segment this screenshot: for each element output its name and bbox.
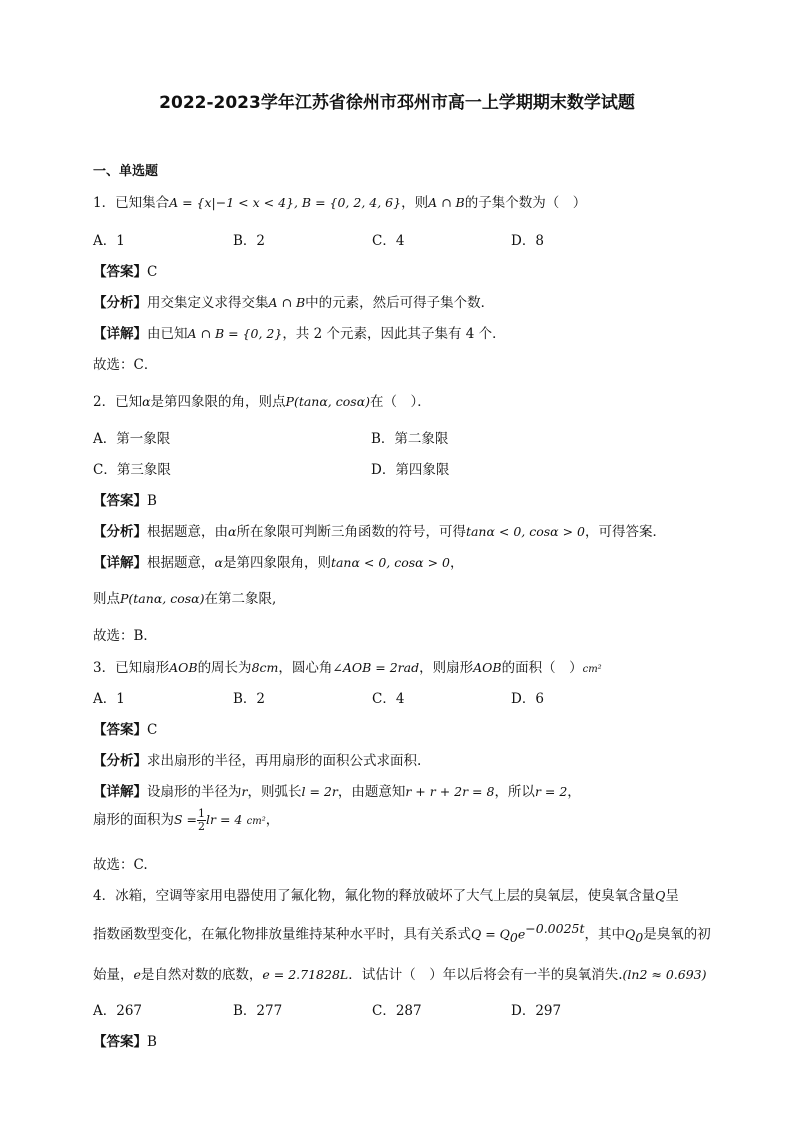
q3-rval: r = 2 [534,784,568,799]
q1-stem-c: 的子集个数为（ ） [464,195,587,211]
q3-angle: ∠AOB = 2rad [332,660,420,675]
q3-detail [93,780,581,800]
q2-alpha: α [142,394,151,409]
q2-stem-a: 2．已知 [93,394,143,410]
q1-analysis-a: 用交集定义求得交集 [147,295,269,311]
q1-stem [93,191,586,211]
q3-area-s: S = [174,812,198,827]
q3-eq: r + r + 2r = 8 [405,784,495,799]
q4-line3-b: 是自然对数的底数， [140,967,263,983]
q4-answer-value: B [147,1034,157,1050]
q1-conclusion: 故选：C． [93,357,158,373]
q2-option-c: C．第三象限 [93,462,171,478]
q3-aob: AOB [169,660,198,675]
q3-detail-e: ， [567,784,581,800]
q2-detail-c: ， [450,555,464,571]
q3-option-c: C．4 [372,691,405,707]
q1-detail-math: A ∩ B = {0, 2} [187,326,283,341]
q3-frac-den: 2 [198,820,206,833]
q4-formula-sub: 0 [509,930,518,946]
q3-frac-num: 1 [198,807,206,820]
q2-option-a: A．第一象限 [93,431,171,447]
q1-stem-b: ，则 [401,195,429,211]
q2-option-d: D．第四象限 [371,462,450,478]
q1-analysis-math: A ∩ B [268,295,306,310]
q4-q0: Q [625,926,636,942]
q3-answer-value: C [147,722,158,738]
q1-option-a: A．1 [93,233,125,249]
q2-line2-b: 在第二象限, [204,591,277,607]
q4-line1-b: 呈 [665,888,679,904]
section-heading: 一、单选题 [93,164,159,179]
q3-stem-e: 的面积（ ） [501,660,583,676]
q3-detail-d: ，所以 [494,784,535,800]
q2-detail-line2 [93,587,276,607]
q4-option-b: B．277 [233,1003,283,1019]
q4-option-a: A．267 [93,1003,143,1019]
q2-analysis-b: 所在象限可判断三角函数的符号，可得 [236,524,466,540]
q2-stem [93,390,431,410]
q2-analysis-math: tanα < 0, cosα > 0 [465,524,585,539]
analysis-tag: 【分析】 [93,295,147,311]
q2-analysis-a: 根据题意，由 [147,524,228,540]
answer-tag: 【答案】 [93,264,147,280]
q1-answer-value: C [147,264,158,280]
q2-answer [93,489,157,509]
q2-option-b: B．第二象限 [371,431,449,447]
q3-stem [93,656,602,676]
q3-unit: cm² [582,664,602,675]
q3-area-math: lr = 4 [206,812,243,827]
q3-fraction [197,808,206,833]
q4-q0-sub: 0 [635,930,644,946]
analysis-tag: 【分析】 [93,524,147,540]
detail-tag: 【详解】 [93,784,147,800]
q3-r: r [241,784,248,799]
q4-line3 [93,963,706,983]
q3-area-unit: cm² [246,816,266,827]
q1-option-c: C．4 [372,233,405,249]
q4-line3-a: 始量， [93,967,134,983]
q4-formula-e: e [517,926,526,942]
q1-analysis [93,291,494,311]
q3-option-a: A．1 [93,691,125,707]
q4-formula-base: Q = Q [471,926,510,942]
detail-tag: 【详解】 [93,555,147,571]
q2-stem-c: 在（ ）． [370,394,431,410]
answer-tag: 【答案】 [93,1034,147,1050]
q4-ln2: (ln2 ≈ 0.693) [622,967,707,982]
q2-analysis [93,520,666,540]
q2-detail [93,551,464,571]
q3-area-b: ， [265,812,280,828]
q1-option-d: D．8 [511,233,544,249]
q3-aob-2: AOB [473,660,502,675]
q4-line1 [93,884,679,904]
q2-analysis-alpha: α [228,524,237,539]
q2-detail-a: 根据题意， [147,555,215,571]
q4-option-c: C．287 [372,1003,422,1019]
q3-perimeter: 8cm [251,660,279,675]
q4-line2-c: 是臭氧的初 [643,926,711,943]
q4-line2-b: ，其中 [584,926,626,943]
q1-sets: A = {x|−1 < x < 4}, B = {0, 2, 4, 6} [169,195,402,210]
q2-answer-value: B [147,493,157,509]
q3-conclusion: 故选：C. [93,857,148,873]
q2-point: P(tanα, cosα) [285,394,371,409]
q4-e-val: e = 2.71828L [262,967,349,982]
answer-tag: 【答案】 [93,493,147,509]
q1-intersection: A ∩ B [428,195,465,210]
q1-answer [93,260,157,280]
q1-detail-a: 由已知 [147,326,188,342]
q1-detail-b: ，共 2 个元素，因此其子集有 4 个． [282,326,506,342]
q2-line2-a: 则点 [93,591,120,607]
q2-conclusion: 故选：B． [93,628,157,644]
document-title: 2022-2023学年江苏省徐州市邳州市高一上学期期末数学试题 [159,93,635,113]
q1-option-b: B．2 [233,233,266,249]
q2-detail-alpha: α [214,555,223,570]
q3-arc: l = 2r [301,784,338,799]
detail-tag: 【详解】 [93,326,147,342]
q3-analysis [93,749,421,769]
q3-detail-b: ，则弧长 [247,784,302,800]
q4-e-sym: e [133,967,141,982]
q2-stem-b: 是第四象限的角，则点 [150,394,286,410]
answer-tag: 【答案】 [93,722,147,738]
q3-option-b: B．2 [233,691,266,707]
q4-line2 [93,921,711,945]
q4-answer [93,1030,157,1050]
analysis-tag: 【分析】 [93,753,147,769]
q4-line2-a: 指数函数型变化，在氟化物排放量维持某种水平时，具有关系式 [93,926,471,943]
q3-stem-b: 的周长为 [197,660,252,676]
q3-detail-c: ，由题意知 [337,784,406,800]
q2-line2-math: P(tanα, cosα) [120,591,205,606]
q1-detail [93,322,506,342]
q1-analysis-b: 中的元素，然后可得子集个数． [305,295,495,311]
q4-q: Q [655,888,666,903]
q3-analysis-text: 求出扇形的半径，再用扇形的面积公式求面积. [147,753,422,769]
q4-line1-a: 4．冰箱，空调等家用电器使用了氟化物，氟化物的释放破坏了大气上层的臭氧层，使臭氧含量 [93,888,656,904]
q3-area-line [93,808,279,833]
q3-stem-d: ，则扇形 [419,660,474,676]
q3-stem-a: 3．已知扇形 [93,660,170,676]
q2-detail-b: 是第四象限角，则 [222,555,331,571]
q3-stem-c: ，圆心角 [278,660,333,676]
q4-option-d: D．297 [511,1003,562,1019]
q3-answer [93,718,157,738]
q3-area-a: 扇形的面积为 [93,812,174,828]
q3-option-d: D．6 [511,691,544,707]
q4-line3-c: ．试估计（ ）年以后将会有一半的臭氧消失. [348,967,623,983]
q4-formula-exp: −0.0025t [525,921,585,936]
q2-detail-math: tanα < 0, cosα > 0 [330,555,450,570]
q1-stem-a: 1．已知集合 [93,195,170,211]
q2-analysis-c: ，可得答案． [585,524,666,540]
q3-detail-a: 设扇形的半径为 [147,784,242,800]
